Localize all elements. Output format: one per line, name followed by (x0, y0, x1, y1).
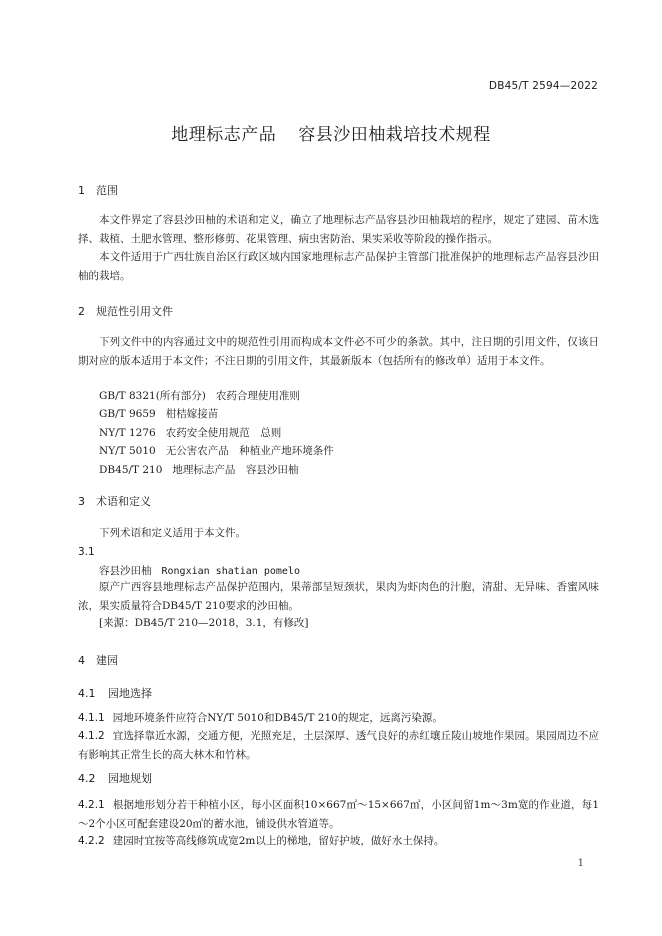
clause-4-2-1: 4.2.1 根据地形划分若干种植小区，每小区面积10×667㎡～15×667㎡，小区间留1m～3m宽的作业道，每1～2个小区可配套建设20㎥的蓄水池，铺设供水管道等。 (78, 799, 599, 830)
term-definition: 原产广西容县地理标志产品保护范围内，果蒂部呈短颈状，果肉为虾肉色的汁胞，清甜、无异味、香蜜风味浓，果实质量符合DB45/T 210要求的沙田柚。 (78, 581, 599, 612)
clause-4-2-2: 4.2.2 建园时宜按等高线修筑成宽2m以上的梯地，留好护坡，做好水土保持。 (78, 835, 445, 847)
section-4-heading: 4 建园 (78, 654, 118, 667)
section-1-heading: 1 范围 (78, 184, 118, 197)
term-name-english: Rongxian shatian pomelo (161, 566, 300, 577)
section-3-paragraph-1: 下列术语和定义适用于本文件。 (99, 527, 246, 539)
section-1-paragraph-2: 本文件适用于广西壮族自治区行政区域内国家地理标志产品保护主管部门批准保护的地理标志产品容县沙田柚的栽培。 (78, 251, 599, 282)
section-2-heading: 2 规范性引用文件 (78, 305, 173, 318)
clause-4-1-1: 4.1.1 园地环境条件应符合NY/T 5010和DB45/T 210的规定，远离污染源。 (78, 712, 443, 724)
term-source: [来源：DB45/T 210—2018，3.1，有修改] (99, 617, 309, 629)
document-title (0, 120, 662, 145)
document-code: DB45/T 2594—2022 (488, 80, 598, 92)
subsection-4-1-heading: 4.1 园地选择 (78, 687, 152, 700)
section-2-paragraph-1: 下列文件中的内容通过文中的规范性引用而构成本文件必不可少的条款。其中，注日期的引用文件，仅该日期对应的版本适用于本文件；不注日期的引用文件，其最新版本（包括所有的修改单）适用于本文件。 (78, 336, 599, 367)
term-name (99, 563, 300, 578)
section-3-heading: 3 术语和定义 (78, 495, 151, 508)
page-number: 1 (577, 858, 584, 869)
subsection-4-2-heading: 4.2 园地规划 (78, 772, 152, 785)
reference-item: NY/T 1276 农药安全使用规范 总则 (99, 426, 282, 439)
reference-item: GB/T 9659 柑桔嫁接苗 (99, 408, 219, 421)
reference-item: NY/T 5010 无公害农产品 种植业产地环境条件 (99, 445, 334, 458)
reference-item: DB45/T 210 地理标志产品 容县沙田柚 (99, 463, 299, 476)
clause-4-1-2: 4.1.2 宜选择靠近水源，交通方便，光照充足，土层深厚、透气良好的赤红壤丘陵山坡地作果园。果园周边不应有影响其正常生长的高大林木和竹林。 (78, 730, 599, 761)
normative-reference-list (99, 387, 334, 479)
title-part-1: 地理标志产品 (171, 125, 277, 145)
term-name-chinese: 容县沙田柚 (99, 565, 152, 577)
section-1-paragraph-1: 本文件界定了容县沙田柚的术语和定义，确立了地理标志产品容县沙田柚栽培的程序，规定了建园、苗木选择、栽植、土肥水管理、整形修剪、花果管理、病虫害防治、果实采收等阶段的操作指示。 (78, 214, 599, 245)
title-part-2: 容县沙田柚栽培技术规程 (298, 125, 491, 145)
reference-item: GB/T 8321(所有部分) 农药合理使用准则 (99, 390, 300, 402)
term-number: 3.1 (78, 546, 95, 558)
